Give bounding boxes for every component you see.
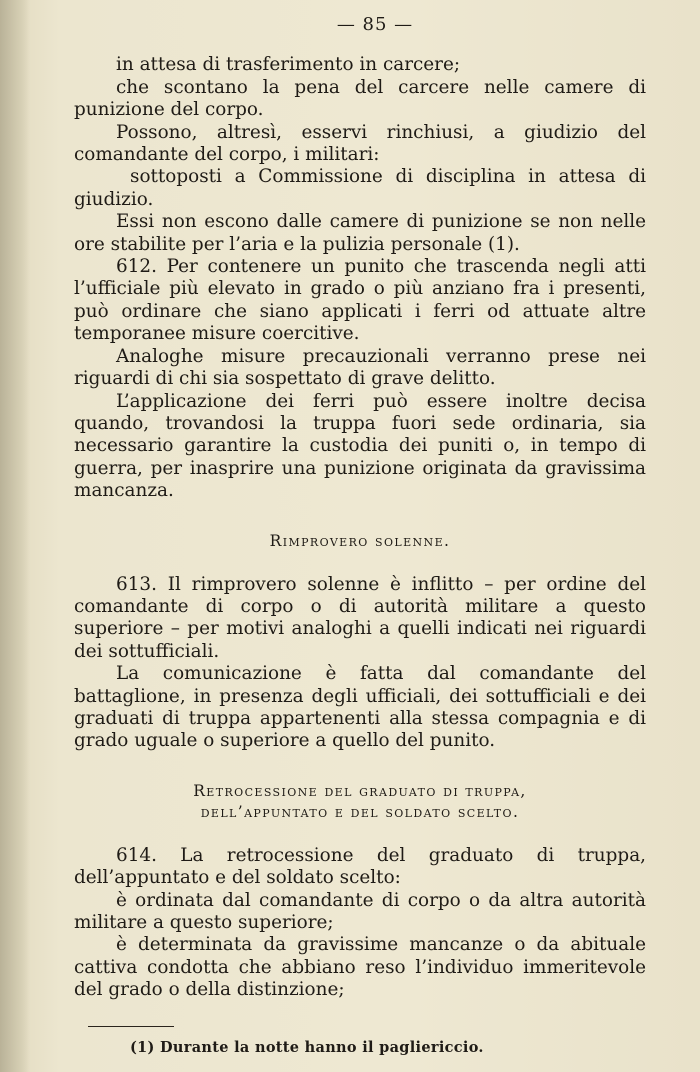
page-number: — 85 — [336, 14, 414, 35]
footnote: (1) Durante la notte hanno il pagliericcio. [130, 1038, 484, 1056]
paragraph: Essi non escono dalle camere di punizione se non nelle ore stabilite per l’aria e la pulizia personale (1). [74, 211, 646, 255]
article-613: 613. Il rimprovero solenne è inflitto – per ordine del comandante di corpo o di autorità militare a questo superiore – per motivi analoghi a quelli indicati nei riguardi dei sottufficiali. [74, 573, 646, 662]
paragraph: è ordinata dal comandante di corpo o da altra autorità militare a questo superiore; [74, 889, 646, 933]
paragraph: L’applicazione dei ferri può essere inoltre decisa quando, trovandosi la truppa fuori sede ordinaria, sia necessario garantire la custodia dei puniti o, in tempo di guerra, per inasprire una punizione originata da gravissima mancanza. [74, 390, 646, 502]
article-612: 612. Per contenere un punito che trascenda negli atti l’ufficiale più elevato in grado o più anziano fra i presenti, può ordinare che siano applicati i ferri od attuate altre temporanee misure coercitive. [74, 256, 646, 345]
page-text [74, 14, 646, 1059]
paragraph: Analoghe misure precauzionali verranno prese nei riguardi di chi sia sospettato di grave delitto. [74, 345, 646, 390]
page-gutter [0, 0, 30, 1072]
footnote-rule [88, 1026, 174, 1027]
paragraph: in attesa di trasferimento in carcere; [116, 54, 461, 76]
heading-line: dell’appuntato e del soldato scelto. [200, 802, 520, 821]
paragraph: Possono, altresì, esservi rinchiusi, a giudizio del comandante del corpo, i militari: [74, 121, 646, 166]
paragraph: è determinata da gravissime mancanze o da abituale cattiva condotta che abbiano reso l’individuo immeritevole del grado o della distinzione; [74, 934, 646, 1001]
article-614: 614. La retrocessione del graduato di truppa, dell’appuntato e del soldato scelto: [74, 844, 646, 889]
section-heading [74, 531, 646, 552]
heading-line: Rimprovero solenne. [269, 531, 451, 550]
paragraph: che scontano la pena del carcere nelle camere di punizione del corpo. [74, 76, 646, 121]
paragraph: sottoposti a Commissione di disciplina in attesa di giudizio. [74, 166, 646, 210]
heading-line: Retrocessione del graduato di truppa, [193, 781, 527, 800]
paragraph: La comunicazione è fatta dal comandante del battaglione, in presenza degli ufficiali, dei sottufficiali e dei graduati di truppa appartenenti alla stessa compagnia e di grado uguale o superiore a quello del punito. [74, 663, 646, 752]
section-heading [74, 781, 646, 823]
